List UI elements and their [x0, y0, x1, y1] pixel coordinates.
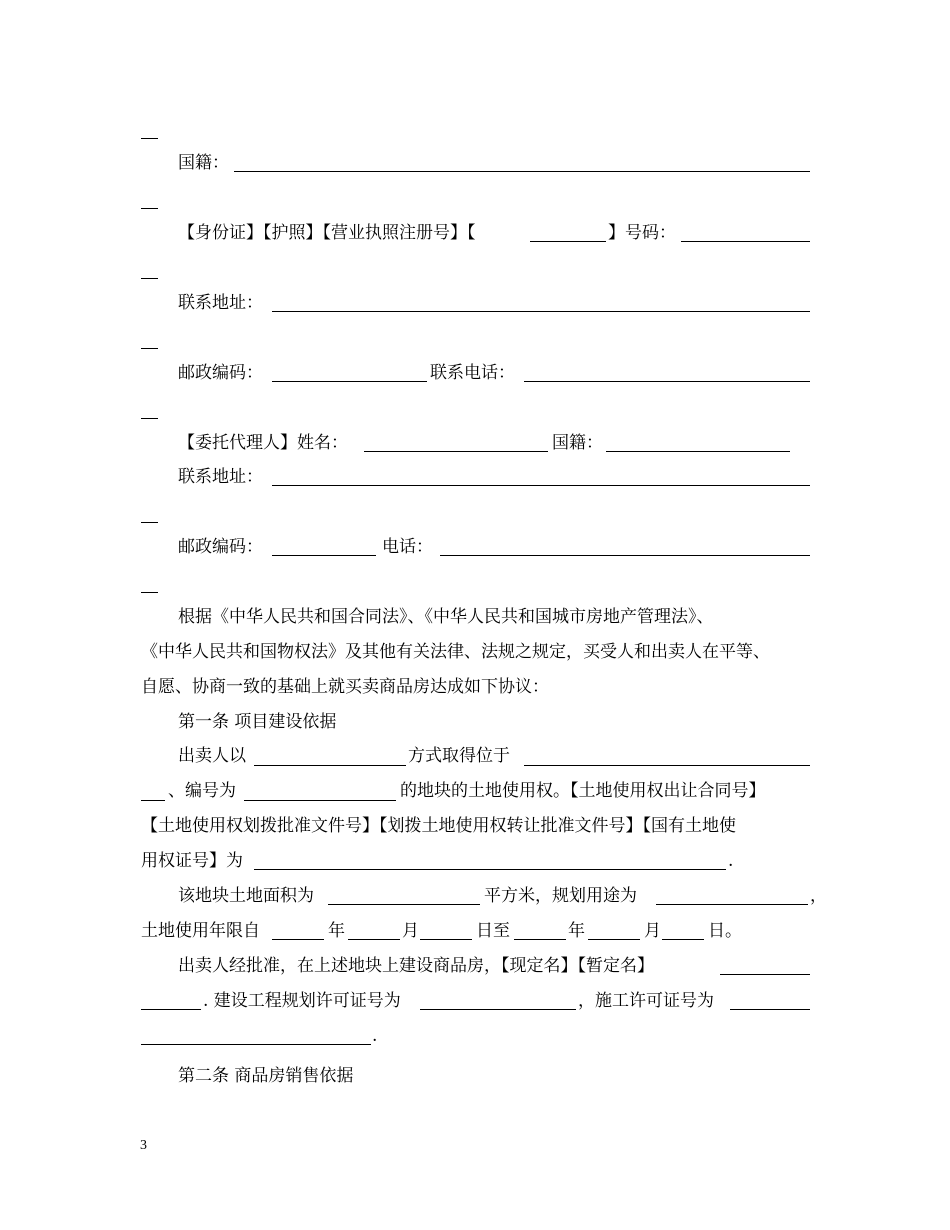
project-name-field[interactable]: [720, 974, 810, 975]
id-number-field[interactable]: [681, 241, 810, 242]
line-dash: [141, 278, 158, 279]
preamble-line: 自愿、协商一致的基础上就买卖商品房达成如下协议：: [141, 677, 549, 697]
agent-address-label: 联系地址：: [178, 467, 263, 487]
end-month-field[interactable]: [588, 939, 640, 940]
construction-permit-field-cont[interactable]: [141, 1044, 371, 1045]
phone-label: 联系电话：: [430, 363, 515, 383]
line-dash: [141, 592, 158, 593]
agent-name-field[interactable]: [364, 451, 548, 452]
article-1-text: 出卖人以: [178, 746, 246, 766]
agent-postcode-label: 邮政编码：: [178, 537, 263, 557]
article-1-text: 该地块土地面积为: [178, 886, 314, 906]
article-1-text: 出卖人经批准，在上述地块上建设商品房，【现定名】【暂定名】: [178, 956, 654, 976]
article-1-text: .: [372, 1026, 378, 1046]
line-dash: [141, 208, 158, 209]
line-dash: [141, 138, 158, 139]
postcode-field[interactable]: [272, 381, 427, 382]
agent-postcode-field[interactable]: [272, 555, 376, 556]
agent-address-field[interactable]: [272, 485, 810, 486]
article-1-title: 第一条 项目建设依据: [178, 712, 337, 732]
agent-name-label: 【委托代理人】姓名：: [178, 433, 348, 453]
land-area-field[interactable]: [328, 904, 480, 905]
nationality-field[interactable]: [234, 171, 810, 172]
article-1-text: 月: [402, 921, 419, 941]
id-number-label: 】号码：: [608, 223, 676, 243]
agent-phone-field[interactable]: [440, 555, 810, 556]
article-1-text: 年: [568, 921, 585, 941]
certificate-number-field[interactable]: [254, 869, 726, 870]
agent-nationality-field[interactable]: [606, 451, 790, 452]
postcode-label: 邮政编码：: [178, 363, 263, 383]
article-1-text: 平方米，规划用途为: [484, 886, 637, 906]
agent-nationality-label: 国籍：: [552, 433, 603, 453]
line-dash: [141, 418, 158, 419]
start-day-field[interactable]: [420, 939, 472, 940]
line-dash: [141, 348, 158, 349]
preamble-line: 根据《中华人民共和国合同法》、《中华人民共和国城市房地产管理法》、: [178, 607, 714, 627]
article-1-text: 【土地使用权划拨批准文件号】【划拨土地使用权转让批准文件号】【国有土地使: [141, 816, 736, 836]
project-name-field-cont[interactable]: [141, 1009, 201, 1010]
article-1-text: .: [728, 851, 734, 871]
nationality-label: 国籍：: [178, 153, 229, 173]
article-1-text: 土地使用年限自: [141, 921, 260, 941]
start-month-field[interactable]: [348, 939, 400, 940]
construction-permit-field[interactable]: [730, 1009, 810, 1010]
land-location-field-cont[interactable]: [141, 800, 165, 801]
phone-field[interactable]: [524, 381, 810, 382]
article-1-text: 用权证号】为: [141, 851, 243, 871]
article-1-text: 日。: [708, 921, 742, 941]
article-2-title: 第二条 商品房销售依据: [178, 1066, 354, 1086]
plot-number-field[interactable]: [244, 800, 396, 801]
article-1-text: ，: [810, 886, 827, 906]
preamble-line: 《中华人民共和国物权法》及其他有关法律、法规之规定，买受人和出卖人在平等、: [141, 642, 770, 662]
land-use-field[interactable]: [656, 904, 808, 905]
article-1-text: 年: [328, 921, 345, 941]
address-field[interactable]: [272, 311, 810, 312]
page-number: 3: [140, 1138, 147, 1153]
start-year-field[interactable]: [272, 939, 324, 940]
article-1-text: ，施工许可证号为: [578, 991, 714, 1011]
article-1-text: 的地块的土地使用权。【土地使用权出让合同号】: [400, 781, 766, 801]
id-type-label: 【身份证】【护照】【营业执照注册号】【: [178, 223, 476, 243]
end-year-field[interactable]: [514, 939, 566, 940]
article-1-text: . 建设工程规划许可证号为: [203, 991, 401, 1011]
end-day-field[interactable]: [662, 939, 704, 940]
planning-permit-field[interactable]: [420, 1009, 576, 1010]
acquisition-method-field[interactable]: [254, 765, 406, 766]
address-label: 联系地址：: [178, 293, 263, 313]
land-location-field[interactable]: [524, 765, 810, 766]
agent-phone-label: 电话：: [382, 537, 433, 557]
line-dash: [141, 522, 158, 523]
article-1-text: 方式取得位于: [408, 746, 510, 766]
article-1-text: 日至: [476, 921, 510, 941]
article-1-text: 、编号为: [168, 781, 236, 801]
article-1-text: 月: [644, 921, 661, 941]
id-type-other-field[interactable]: [530, 241, 606, 242]
